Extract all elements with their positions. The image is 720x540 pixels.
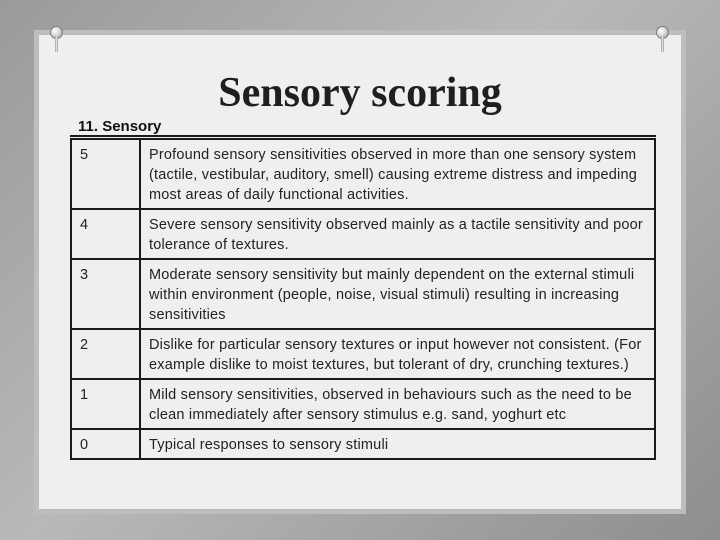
- score-cell: 5: [71, 139, 140, 209]
- slide-title: Sensory scoring: [218, 70, 502, 116]
- section-heading: 11. Sensory: [78, 118, 162, 135]
- table-row: [71, 209, 655, 259]
- score-cell: 0: [71, 429, 140, 459]
- table-row: [71, 139, 655, 209]
- description-cell: Mild sensory sensitivities, observed in behaviours such as the need to be clean immediately after sensory stimulus e.g. sand, yoghurt etc: [140, 379, 655, 429]
- score-cell: 4: [71, 209, 140, 259]
- score-cell: 2: [71, 329, 140, 379]
- description-cell: Profound sensory sensitivities observed in more than one sensory system (tactile, vestibular, auditory, smell) causing extreme distress and impeding most areas of daily functional activities.: [140, 139, 655, 209]
- score-cell: 3: [71, 259, 140, 329]
- heading-rule: [70, 135, 656, 137]
- pushpin-icon: [50, 26, 63, 39]
- pushpin-icon: [656, 26, 669, 39]
- table-row: [71, 429, 655, 459]
- description-cell: Moderate sensory sensitivity but mainly dependent on the external stimuli within environment (people, noise, visual stimuli) resulting in increasing sensitivities: [140, 259, 655, 329]
- table-row: [71, 329, 655, 379]
- description-cell: Severe sensory sensitivity observed mainly as a tactile sensitivity and poor tolerance of textures.: [140, 209, 655, 259]
- table-row: [71, 379, 655, 429]
- table-row: [71, 259, 655, 329]
- scoring-table: [70, 138, 656, 460]
- description-cell: Dislike for particular sensory textures or input however not consistent. (For example dislike to moist textures, but tolerant of dry, crunching textures.): [140, 329, 655, 379]
- description-cell: Typical responses to sensory stimuli: [140, 429, 655, 459]
- score-cell: 1: [71, 379, 140, 429]
